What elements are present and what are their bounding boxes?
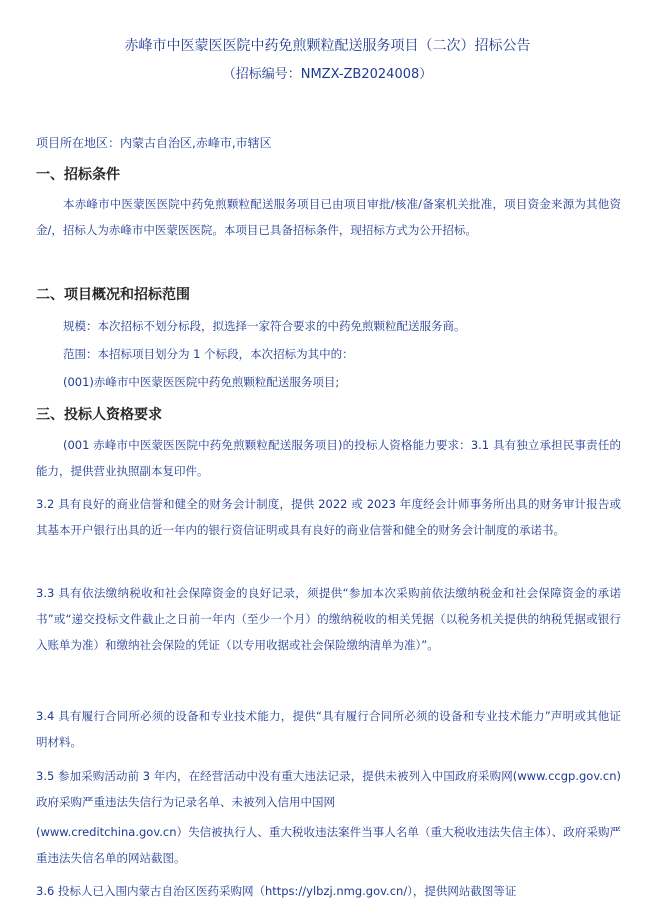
qualification-intro-text: (001 赤峰市中医蒙医医院中药免煎颗粒配送服务项目)的投标人资格能力要求：3.1 具有独立承担民事责任的能力，提供营业执照副本复印件。 bbox=[36, 438, 621, 478]
bid-number: （招标编号：NMZX-ZB2024008） bbox=[222, 67, 433, 82]
qualification-3-4-text: 3.4 具有履行合同所必须的设备和专业技术能力，提供“具有履行合同所必须的设备和专业技术能力”声明或其他证明材料。 bbox=[36, 709, 621, 749]
qualification-3-5-continued-text: (www.creditchina.gov.cn）失信被执行人、重大税收违法案件当事人名单（重大税收违法失信主体）、政府采购严重违法失信名单的网站截图。 bbox=[36, 825, 621, 865]
section-heading-project-overview: 二、项目概况和招标范围 bbox=[36, 287, 190, 303]
page-title: 赤峰市中医蒙医医院中药免煎颗粒配送服务项目（二次）招标公告 bbox=[124, 38, 531, 54]
bidding-conditions-text: 本赤峰市中医蒙医医院中药免煎颗粒配送服务项目已由项目审批/核准/备案机关批准，项目资金来源为其他资金/，招标人为赤峰市中医蒙医医院。本项目已具备招标条件，现招标方式为公开招标。 bbox=[36, 197, 621, 237]
section-heading-qualifications: 三、投标人资格要求 bbox=[36, 407, 162, 423]
qualification-3-6-text: 3.6 投标人已入围内蒙古自治区医药采购网（https://ylbzj.nmg.gov.cn/），提供网站截图等证 bbox=[36, 884, 517, 898]
project-lot-text: (001)赤峰市中医蒙医医院中药免煎颗粒配送服务项目; bbox=[63, 375, 340, 389]
section-heading-bidding-conditions: 一、招标条件 bbox=[36, 167, 120, 183]
project-region: 项目所在地区：内蒙古自治区,赤峰市,市辖区 bbox=[36, 136, 272, 150]
qualification-3-3-text: 3.3 具有依法缴纳税收和社会保障资金的良好记录，须提供“参加本次采购前依法缴纳税金和社会保障资金的承诺书”或“递交投标文件截止之日前一年内（至少一个月）的缴纳税收的相关凭据（以税务机关提供的纳税凭据或银行入账单为准）和缴纳社会保险的凭证（以专用收据或社会保险缴纳清单为准）”。 bbox=[36, 586, 621, 652]
project-scope-text: 范围：本招标项目划分为 1 个标段，本次招标为其中的： bbox=[63, 347, 354, 361]
qualification-3-2-text: 3.2 具有良好的商业信誉和健全的财务会计制度，提供 2022 或 2023 年度经会计师事务所出具的财务审计报告或其基本开户银行出具的近一年内的银行资信证明或具有良好的商业信誉和健全的财务会计制度的承诺书。 bbox=[36, 497, 621, 537]
qualification-3-5-text: 3.5 参加采购活动前 3 年内，在经营活动中没有重大违法记录，提供未被列入中国政府采购网(www.ccgp.gov.cn)政府采购严重违法失信行为记录名单、未被列入信用中国网 bbox=[36, 769, 621, 809]
project-scale-text: 规模：本次招标不划分标段，拟选择一家符合要求的中药免煎颗粒配送服务商。 bbox=[63, 319, 466, 333]
